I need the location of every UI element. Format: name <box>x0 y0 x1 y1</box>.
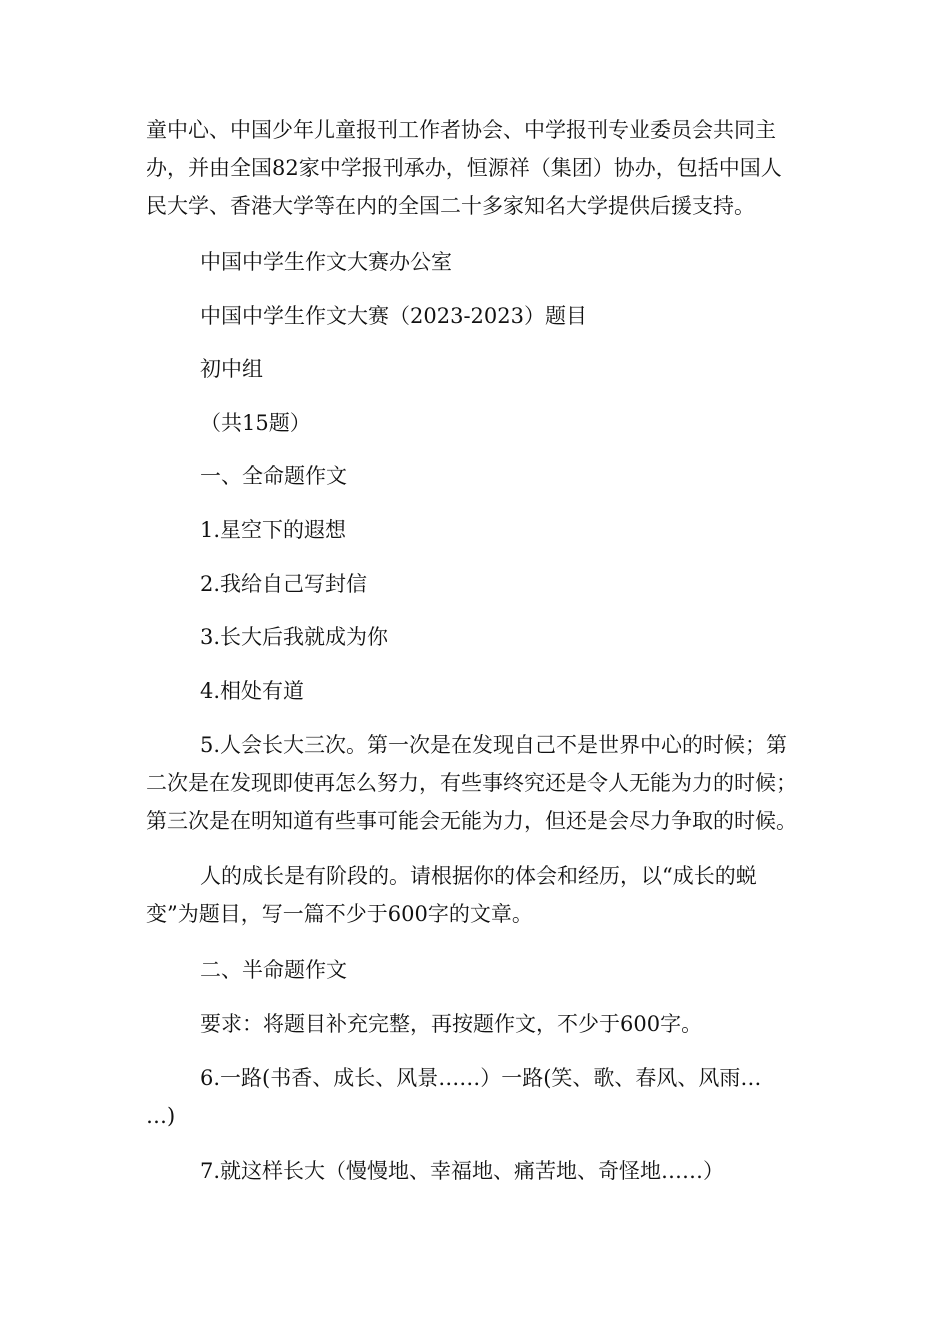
topic-item-4: 4.相处有道 <box>200 679 305 703</box>
section-heading-1: 一、全命题作文 <box>200 464 347 488</box>
topic-item-7: 7.就这样长大（慢慢地、幸福地、痛苦地、奇怪地……） <box>200 1159 725 1183</box>
topic-item-6-line-2: …) <box>146 1104 176 1128</box>
intro-paragraph <box>146 111 806 225</box>
topic-item-5-line-1: 5.人会长大三次。第一次是在发现自己不是世界中心的时候；第 <box>200 733 788 757</box>
intro-line-1: 童中心、中国少年儿童报刊工作者协会、中学报刊专业委员会共同主 <box>146 118 776 142</box>
topic-item-5-line-3: 第三次是在明知道有些事可能会无能为力，但还是会尽力争取的时候。 <box>146 809 797 833</box>
topic-item-5 <box>146 726 806 840</box>
topic-item-2: 2.我给自己写封信 <box>200 572 368 596</box>
topic-item-5-line-2: 二次是在发现即使再怎么努力，有些事终究还是令人无能为力的时候； <box>146 771 797 795</box>
intro-line-2: 办，并由全国82家中学报刊承办，恒源祥（集团）协办，包括中国人 <box>146 156 782 180</box>
topic-item-5-prompt <box>146 857 806 933</box>
requirement-line: 要求：将题目补充完整，再按题作文，不少于600字。 <box>200 1012 703 1036</box>
topic-count: （共15题） <box>200 411 311 435</box>
topic-item-3: 3.长大后我就成为你 <box>200 625 389 649</box>
group-label: 初中组 <box>200 357 263 381</box>
topic-item-5-prompt-line-1: 人的成长是有阶段的。请根据你的体会和经历，以“成长的蜕 <box>200 864 757 888</box>
topic-item-5-prompt-line-2: 变”为题目，写一篇不少于600字的文章。 <box>146 902 533 926</box>
intro-line-3: 民大学、香港大学等在内的全国二十多家知名大学提供后援支持。 <box>146 194 755 218</box>
topic-item-1: 1.星空下的遐想 <box>200 518 347 542</box>
office-line: 中国中学生作文大赛办公室 <box>200 250 452 274</box>
topics-title: 中国中学生作文大赛（2023-2023）题目 <box>200 304 587 328</box>
topic-item-6-line-1: 6.一路(书香、成长、风景……）一路(笑、歌、春风、风雨… <box>200 1066 762 1090</box>
section-heading-2: 二、半命题作文 <box>200 958 347 982</box>
topic-item-6 <box>146 1059 806 1135</box>
